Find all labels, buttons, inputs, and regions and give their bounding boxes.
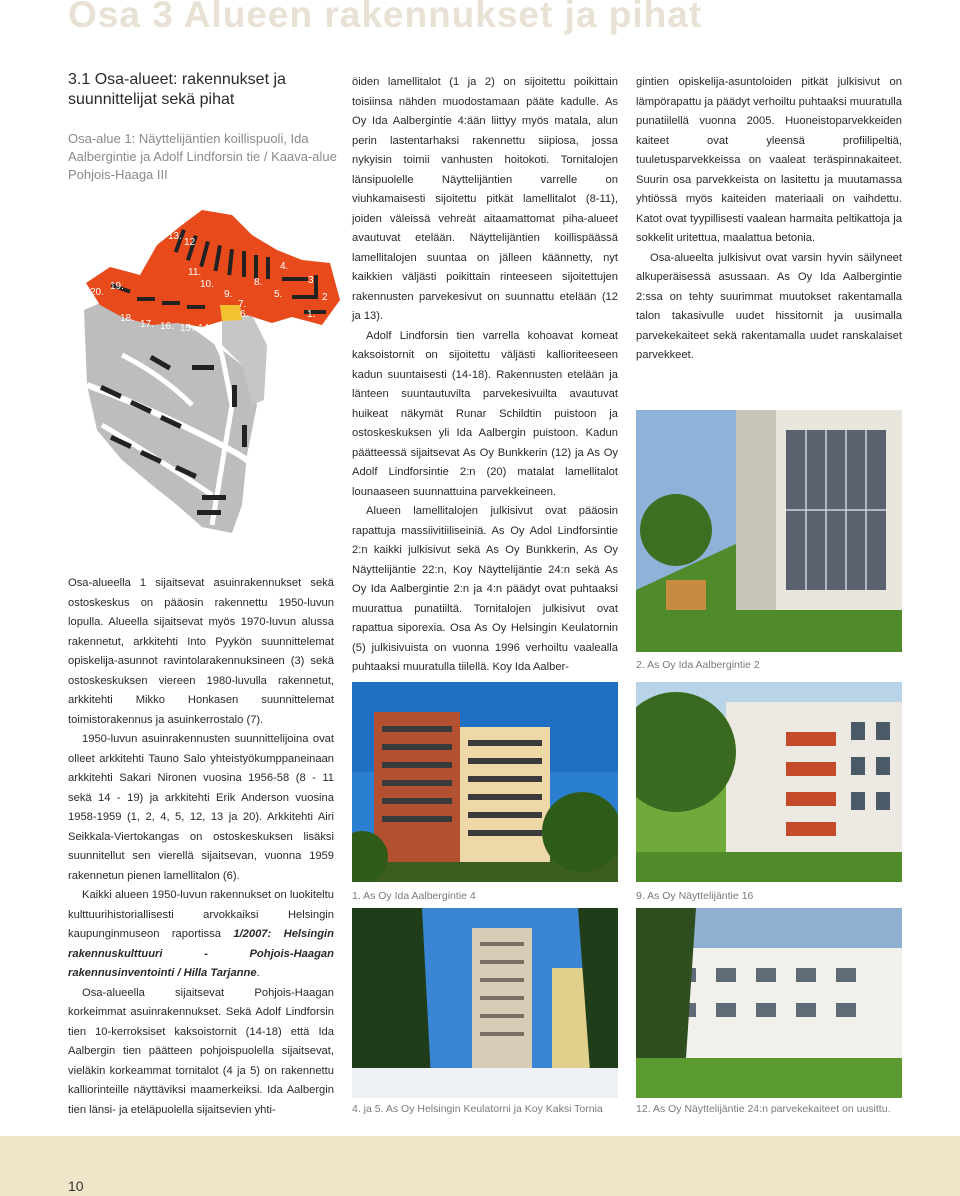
map-label: 19. <box>110 281 124 292</box>
photo-caption: 2. As Oy Ida Aalbergintie 2 <box>636 659 760 671</box>
report-reference: 1/2007: Helsingin rakennuskulttuuri - Pohjois-Haagan rakennusinventointi / Hilla Tarjanne <box>68 928 334 979</box>
footer-bar <box>0 1136 960 1196</box>
map-label: 8. <box>254 277 263 288</box>
map-label: 20. <box>90 287 104 298</box>
photo-nayttelijantie-16 <box>636 682 902 882</box>
map-label: 12 <box>184 237 196 248</box>
photo-caption: 4. ja 5. As Oy Helsingin Keulatorni ja Koy Kaksi Tornia <box>352 1103 603 1115</box>
area-map-svg <box>82 205 344 545</box>
photo-ida-aalbergintie-2 <box>636 410 902 652</box>
map-label: 14. <box>198 323 212 334</box>
map-label: 7. <box>238 299 247 310</box>
photo-caption: 12. As Oy Näyttelijäntie 24:n parvekekaiteet on uusittu. <box>636 1103 891 1115</box>
map-label: 9. <box>224 289 233 300</box>
paragraph: Osa-alueella 1 sijaitsevat asuinrakennukset sekä ostoskeskus on pääosin rakennettu 1950-luvun lopulla. Alueella sijaitsevat myös 1970-luvun alussa rakennetut, arkkitehti Into Pyykön suunnittelemat opiskelija-asunnot ravintolarakennuksineen (3) sekä ostoskeskuksen viereen 1980-luvulla rakennetut, arkkitehti Mikko Honkasen suunnittelemat toimistorakennus ja asuinkerrostalo (7). <box>68 577 334 726</box>
paragraph: öiden lamellitalot (1 ja 2) on sijoitettu poikittain toisiinsa nähden muodostamaan pääte kadulle. As Oy Ida Aalbergintie 4:ään liittyy myös matala, alun perin lastentarhaksi rakennettu siipiosa, jossa nykyisin toimii vanhusten hoitokoti. Tornitalojen länsipuolelle Näyttelijäntien varrelle on viuhkamaisesti sijoitettu pitkät lamellitalot (8-11), joiden väleissä vehreät aitaamattomat piha-alueet avautuvat etelään. Näyttelijäntien koillispäässä lamellitalojen suuntaa on jälleen käännetty, nyt kaikkien väljästi poikittain rinteeseen sijoitettujen rakennusten parvekesivut on suunnattu etelään (12 ja 13). <box>352 76 618 322</box>
map-label: 2 <box>322 292 328 303</box>
photo-keulatorni-kaksi-tornia <box>352 908 618 1098</box>
photo-nayttelijantie-24 <box>636 908 902 1098</box>
section-subheading: Osa-alue 1: Näyttelijäntien koillispuoli, Ida Aalbergintie ja Adolf Lindforsin tie / Kaava-alue Pohjois-Haaga III <box>68 131 337 182</box>
map-label: 11. <box>188 267 202 278</box>
column-3-text <box>636 73 902 366</box>
map-label: 4. <box>280 261 289 272</box>
photo-caption: 9. As Oy Näyttelijäntie 16 <box>636 890 754 902</box>
map-label: 13. <box>168 231 182 242</box>
column-2-text <box>352 73 618 678</box>
map-area-highlight <box>86 210 340 327</box>
area-map <box>82 205 344 545</box>
page-number: 10 <box>68 1178 84 1194</box>
map-label: 1. <box>307 309 316 320</box>
paragraph: Alueen lamellitalojen julkisivut ovat pääosin rapattuja massiivitiiliseiniä. As Oy Adol Lindforsintie 2:n kaikki julkisivut sekä As Oy Bunkkerin, As Oy Näyttelijäntie 22:n, Koy Näyttelijäntie 24:n sekä As Oy Ida Aalbergintie 2:n ja 4:n päädyt ovat puhtaaksi muurattua punatiiltä. Tornitalojen julkisivut ovat rapattua siporexia. Osa As Oy Helsingin Keulatornin (5) julkisivuista on vuonna 1996 verhoiltu vaalealla puhtaaksi muuratulla tiilellä. Koy Ida Aalber- <box>352 505 618 673</box>
photo-ida-aalbergintie-4 <box>352 682 618 882</box>
paragraph <box>68 886 334 984</box>
column-1-text <box>68 574 334 1120</box>
map-label: 17. <box>140 319 154 330</box>
paragraph: Osa-alueelta julkisivut ovat varsin hyvin säilyneet alkuperäisessä asussaan. As Oy Ida Aalbergintie 2:ssa on tehty suurimmat muutokset rakentamalla talon takasivulle uudet hissitornit ja uusimalla parvekekaiteet sekä rakentamalla uudet ranskalaiset parvekkeet. <box>636 251 902 361</box>
paragraph-text: Kaikki alueen 1950-luvun rakennukset on luokiteltu kulttuurihistoriallisesti arvokkaiksi Helsingin kaupunginmuseon raportissa <box>68 889 334 940</box>
paragraph: Osa-alueella sijaitsevat Pohjois-Haagan korkeimmat asuinrakennukset. Sekä Adolf Lindforsin tien 10-kerroksiset kaksoistornit (14-18) että Ida Aalbergin tien päätteen pohjoispuolella sijaitsevat, vieläkin korkeammat tornitalot (4 ja 5) on rakennettu kalliorinteille näyttäviksi maamerkeiksi. Ida Aalbergin tien länsi- ja eteläpuolella sijaitsevien yhti- <box>68 986 334 1116</box>
map-label: 18. <box>120 313 134 324</box>
map-label: 3 <box>308 275 314 286</box>
paragraph: 1950-luvun asuinrakennusten suunnittelijoina ovat olleet arkkitehti Tauno Salo yhteistyökumppaneinaan arkkitehti Sakari Nironen vuosina 1956-58 (8 - 11 sekä 14 - 19) ja arkkitehti Erik Anderson vuosina 1958-1959 (1, 2, 4, 5, 12, 13 ja 20). Arkkitehti Airi Seikkala-Viertokangas on ostoskeskuksen lisäksi suunnitellut sen vierellä sijaitsevan, vuonna 1959 rakennetun pienen lamellitalon (6). <box>68 733 334 882</box>
map-label: 16. <box>160 321 174 332</box>
map-label: 6. <box>240 309 249 320</box>
section-heading: 3.1 Osa-alueet: rakennukset ja suunnittelijat sekä pihat <box>68 71 286 108</box>
map-label: 15. <box>180 323 194 334</box>
paragraph: gintien opiskelija-asuntoloiden pitkät julkisivut on lämpörapattu ja päädyt verhoiltu puhtaaksi muuratulla punatiilellä vuonna 2005. Huoneistoparvekkeiden kaiteet ovat yleensä profiilipeltiä, tuuletusparvekkeissa on vaaleat teräspinnakaiteet. Suurin osa parvekkeista on lasitettu ja muutamassa yhtiössä myös kaiteiden materiaali on vaihdettu. Katot ovat tyypillisesti vaalean harmaita peltikattoja ja sokkelit uritettua, maalattua betonia. <box>636 76 902 244</box>
paragraph: Adolf Lindforsin tien varrella kohoavat komeat kaksoistornit on sijoitettu väljästi kallioriteeseen kadun suuntaisesti (14-18). Rakennusten etelään ja länteen suuntautuvilta parvekesivuilta avautuvat huikeat näkymät Runar Schildtin puistoon ja ostoskeskuksen yli Ida Aalbergin puistoon. Kadun päätteessä sijaitsevat As Oy Bunkkerin (12) ja As Oy Adolf Lindforsintie 2:n (20) matalat lamellitalot lounaaseen suunnattuina parvekkeineen. <box>352 329 618 498</box>
map-label: 10. <box>200 279 214 290</box>
paragraph-text: . <box>256 967 260 979</box>
map-label: 5. <box>274 289 283 300</box>
photo-caption: 1. As Oy Ida Aalbergintie 4 <box>352 890 476 902</box>
page-title: Osa 3 Alueen rakennukset ja pihat <box>68 0 703 35</box>
